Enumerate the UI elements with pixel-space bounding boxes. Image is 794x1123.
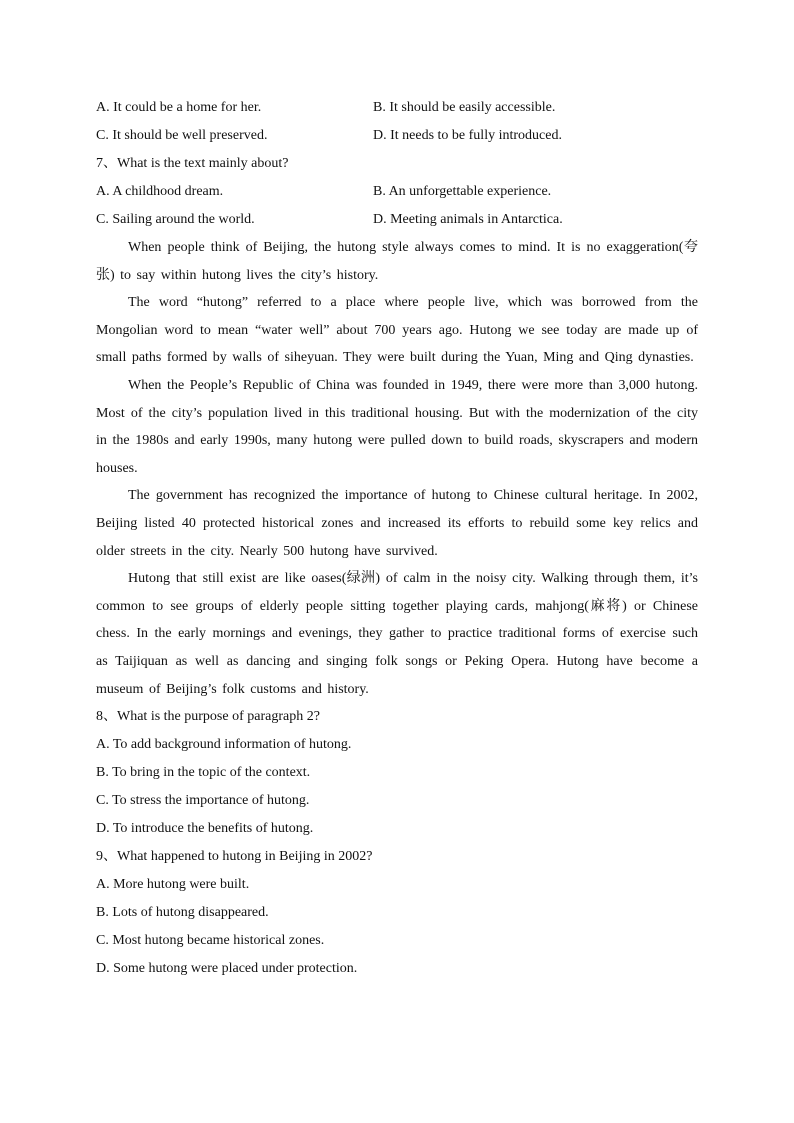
- q9-option-a: A. More hutong were built.: [96, 877, 250, 893]
- q7-options-row-1: [96, 178, 698, 206]
- q8-question: 8、What is the purpose of paragraph 2?: [96, 709, 320, 725]
- q6-option-b: B. It should be easily accessible.: [373, 100, 556, 115]
- passage-paragraph-1: When people think of Beijing, the hutong style always comes to mind. It is no exaggeration(夸张) to say within hutong lives the city’s history.: [96, 240, 698, 283]
- q8-option-d: D. To introduce the benefits of hutong.: [96, 821, 314, 837]
- q6-option-a: A. It could be a home for her.: [96, 100, 262, 115]
- passage-paragraph-5: Hutong that still exist are like oases(绿洲) of calm in the noisy city. Walking through them, it’s common to see groups of elderly people sitting together playing cards, mahjong(麻将) or Chinese chess. In the early mornings and evenings, they gather to practice traditional forms of exercise such as Taijiquan as well as dancing and singing folk songs or Peking Opera. Hutong have become a museum of Beijing’s folk customs and history.: [96, 571, 698, 697]
- q6-options-row-2: [96, 122, 698, 150]
- q9-question: 9、What happened to hutong in Beijing in 2002?: [96, 849, 373, 865]
- q7-option-d: D. Meeting animals in Antarctica.: [373, 212, 563, 227]
- q9-option-b: B. Lots of hutong disappeared.: [96, 905, 269, 921]
- q9-option-d: D. Some hutong were placed under protection.: [96, 961, 358, 977]
- q6-option-d: D. It needs to be fully introduced.: [373, 128, 562, 143]
- passage-paragraph-4: The government has recognized the importance of hutong to Chinese cultural heritage. In 2002, Beijing listed 40 protected historical zones and increased its efforts to rebuild some key relics and older streets in the city. Nearly 500 hutong have survived.: [96, 488, 698, 559]
- q7-option-a: A. A childhood dream.: [96, 184, 224, 199]
- exam-page: [96, 94, 698, 983]
- q8-option-b: B. To bring in the topic of the context.: [96, 765, 311, 781]
- q7-option-c: C. Sailing around the world.: [96, 212, 255, 227]
- q7-options-row-2: [96, 206, 698, 234]
- q7-question: 7、What is the text mainly about?: [96, 156, 289, 171]
- q9-option-c: C. Most hutong became historical zones.: [96, 933, 325, 949]
- q6-option-c: C. It should be well preserved.: [96, 128, 268, 143]
- q7-option-b: B. An unforgettable experience.: [373, 184, 552, 199]
- q8-option-a: A. To add background information of hutong.: [96, 737, 352, 753]
- q8-option-c: C. To stress the importance of hutong.: [96, 793, 310, 809]
- passage-paragraph-3: When the People’s Republic of China was founded in 1949, there were more than 3,000 hutong. Most of the city’s population lived in this traditional housing. But with the modernization of the city in the 1980s and early 1990s, many hutong were pulled down to build roads, skyscrapers and modern houses.: [96, 377, 698, 476]
- passage-paragraph-2: The word “hutong” referred to a place where people live, which was borrowed from the Mongolian word to mean “water well” about 700 years ago. Hutong we see today are made up of small paths formed by walls of siheyuan. They were built during the Yuan, Ming and Qing dynasties.: [96, 295, 698, 366]
- q6-options-row-1: [96, 94, 698, 122]
